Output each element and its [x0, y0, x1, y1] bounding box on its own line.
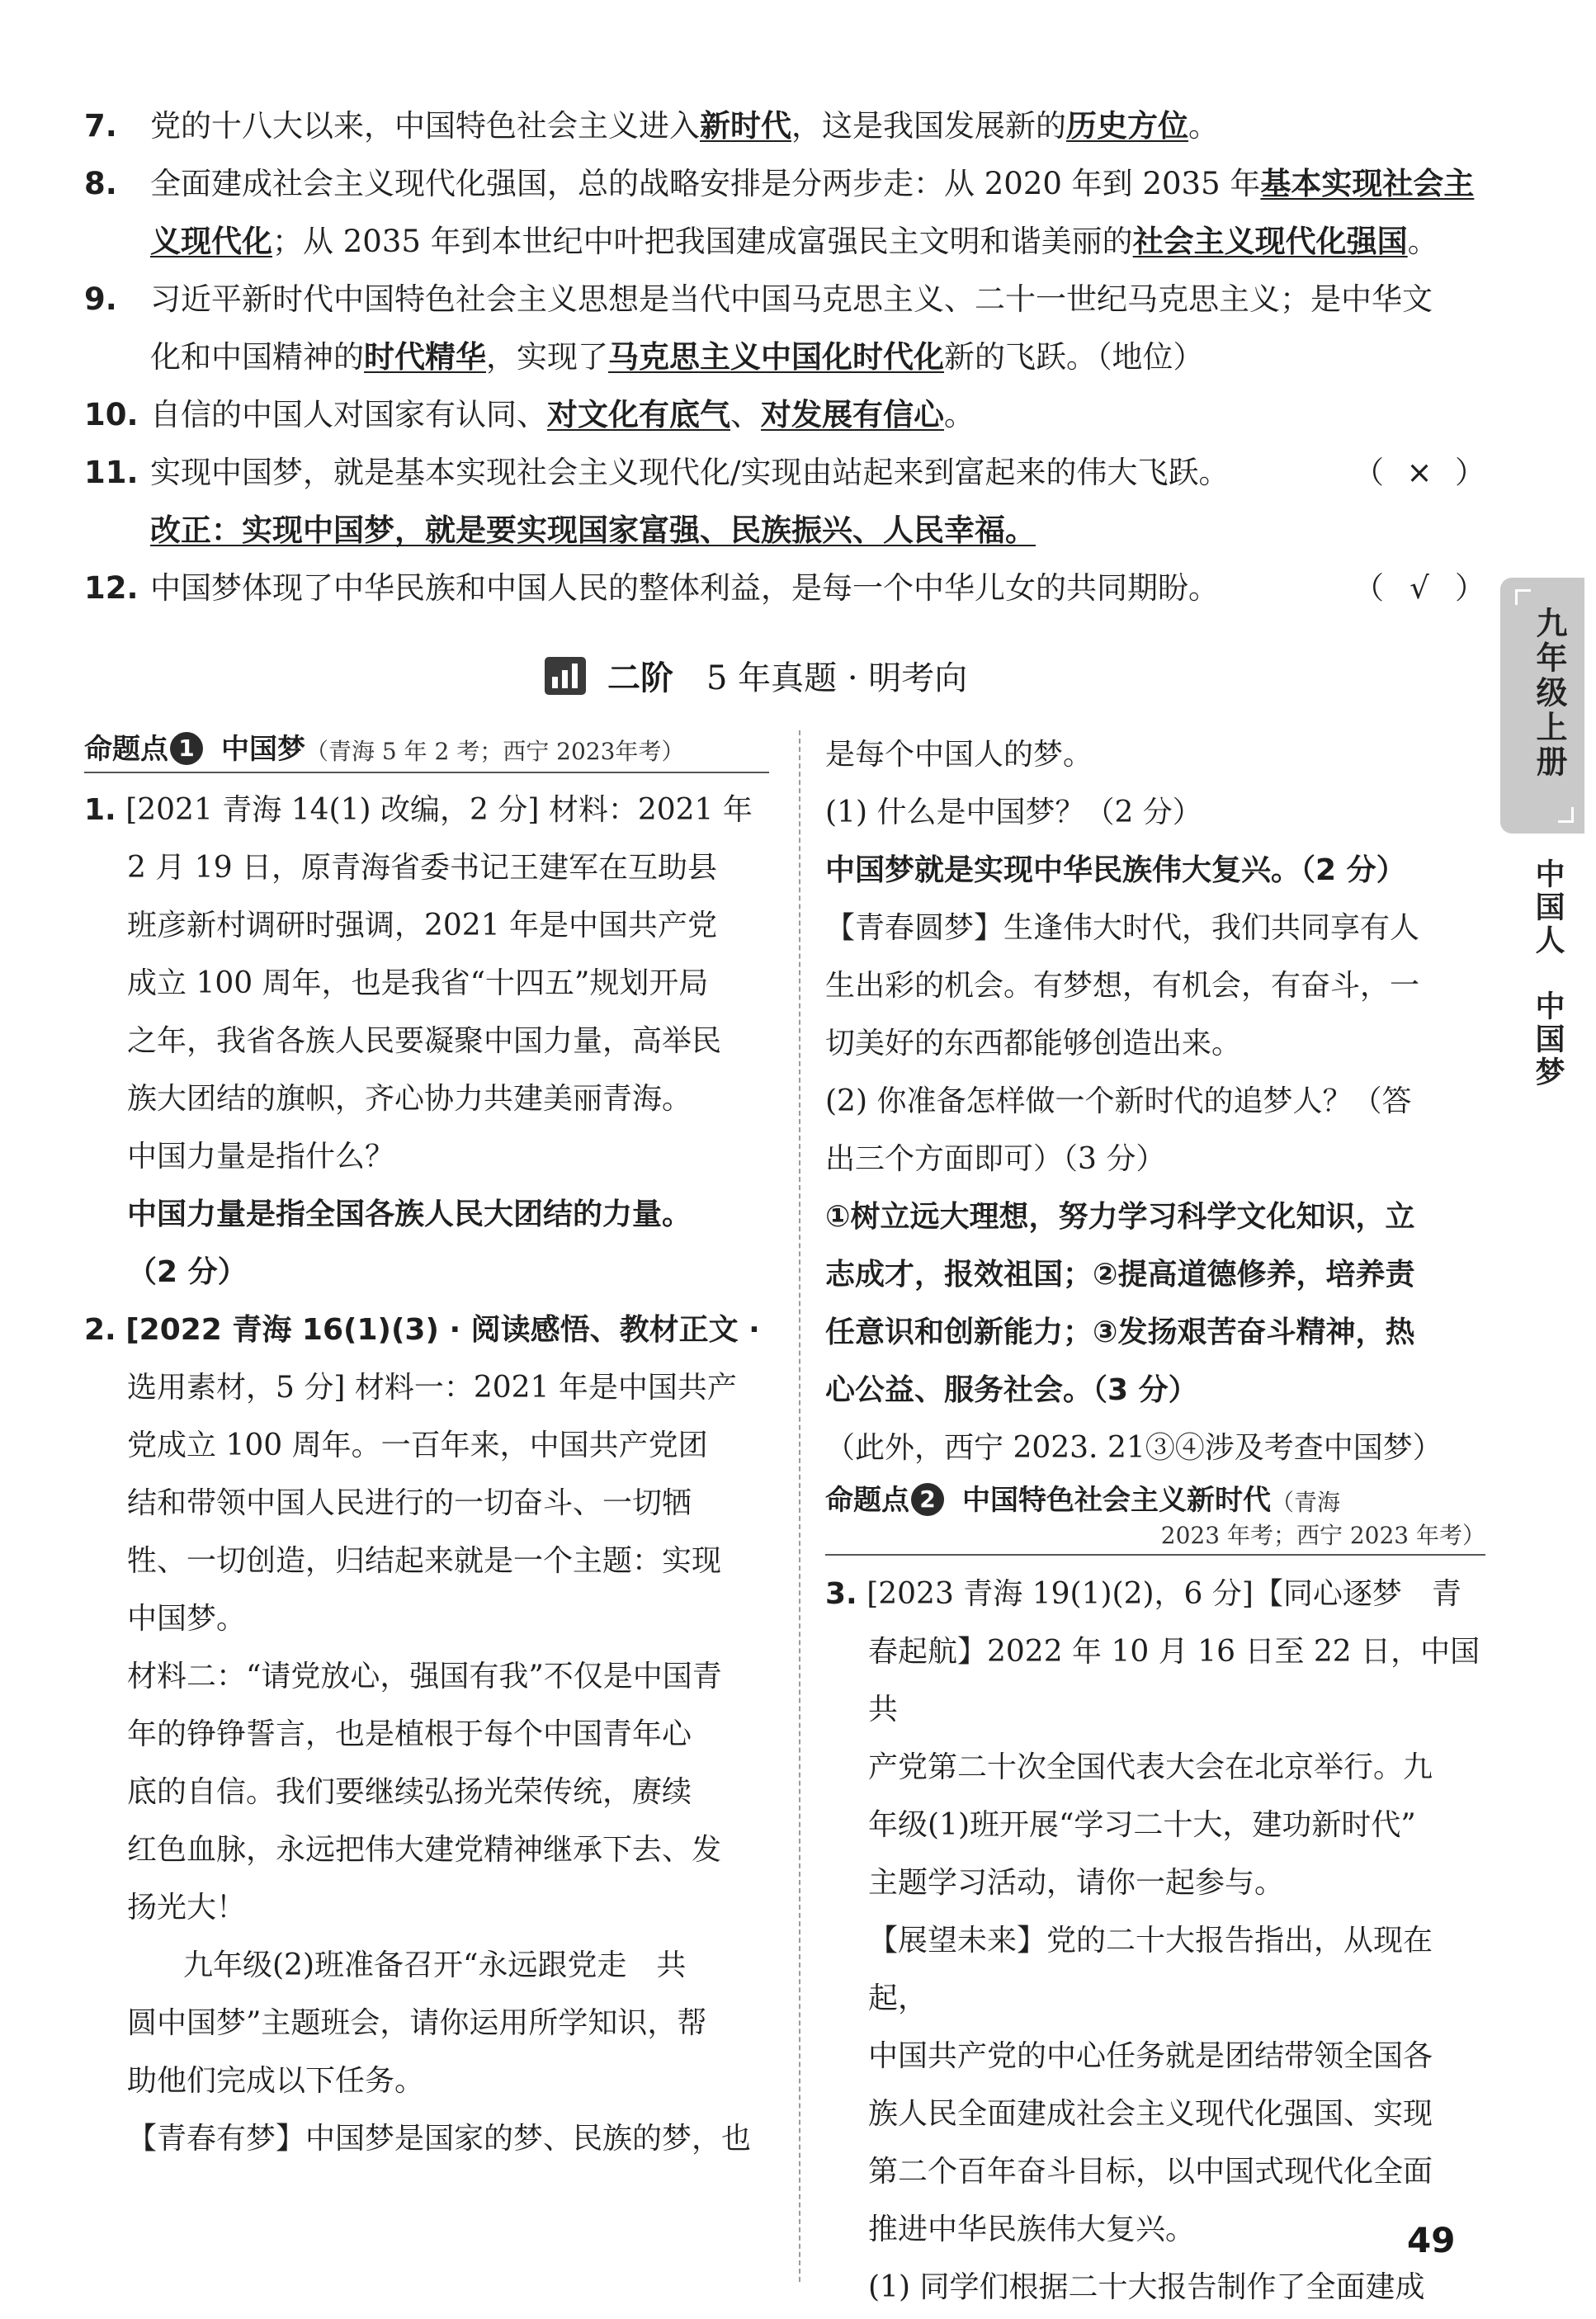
answer-text: 志成才，报效祖国；②提高道德修养，培养责 — [825, 1258, 1415, 1292]
section-title: 二阶 — [607, 659, 673, 697]
item-text: 新的飞跃。（地位） — [944, 339, 1204, 375]
question-text: 扬光大！ — [127, 1891, 247, 1925]
topic-number: 1 — [170, 732, 203, 765]
item-number: 10. — [84, 397, 139, 432]
answer-text: 心公益、服务社会。（3 分） — [825, 1373, 1198, 1407]
topic-title: 中国特色社会主义新时代 — [962, 1484, 1271, 1517]
question-text: 班彦新村调研时强调，2021 年是中国共产党 — [127, 909, 718, 942]
item-number: 7. — [84, 108, 117, 144]
topic-point-1 — [84, 726, 769, 773]
topic-number: 2 — [911, 1483, 944, 1516]
answer-blank: 基本实现社会主 — [1260, 166, 1475, 201]
answer-text: （2 分） — [127, 1255, 248, 1289]
question-1 — [84, 782, 769, 1301]
question-text: (1) 同学们根据二十大报告制作了全面建成 — [868, 2270, 1425, 2304]
section-heading — [545, 652, 967, 699]
section-subtitle: 5 年真题 · 明考向 — [706, 659, 968, 697]
topic-title: 中国梦 — [221, 733, 305, 766]
question-text: 族大团结的旗帜，齐心协力共建美丽青海。 — [127, 1082, 692, 1116]
question-text: 是每个中国人的梦。 — [825, 738, 1093, 772]
list-item-10 — [83, 386, 1485, 444]
answer-text: 中国力量是指全国各族人民大团结的力量。 — [127, 1197, 692, 1231]
question-text: 党成立 100 周年。一百年来，中国共产党团 — [127, 1429, 708, 1462]
judgement-box — [1353, 560, 1485, 617]
question-text: 助他们完成以下任务。 — [127, 2064, 425, 2098]
item-text: ，实现了 — [486, 339, 608, 375]
item-number: 11. — [84, 455, 139, 490]
question-text: 结和带领中国人民进行的一切奋斗、一切牺 — [127, 1486, 692, 1520]
right-column — [825, 726, 1485, 2317]
item-text: 化和中国精神的 — [150, 339, 364, 375]
list-item-11 — [83, 444, 1485, 560]
item-number: 12. — [84, 570, 139, 606]
sub-question: 出三个方面即可）（3 分） — [825, 1142, 1166, 1176]
question-number: 2. — [84, 1313, 116, 1347]
list-item-7 — [83, 97, 1485, 155]
question-text: 底的自信。我们要继续弘扬光荣传统，赓续 — [127, 1775, 692, 1809]
tab-corner — [1558, 807, 1574, 823]
judgement-box — [1353, 444, 1485, 502]
item-text: 党的十八大以来，中国特色社会主义进入 — [150, 108, 700, 144]
paren-open: （ — [1353, 570, 1384, 606]
left-column — [84, 726, 769, 2168]
item-text: ，这是我国发展新的 — [791, 108, 1066, 144]
answer-blank: 马克思主义中国化时代化 — [608, 339, 944, 375]
item-text: 。 — [944, 397, 975, 432]
question-text: 年级(1)班开展“学习二十大，建功新时代” — [868, 1808, 1416, 1842]
question-text: 材料二：“请党放心，强国有我”不仅是中国青 — [127, 1660, 722, 1693]
question-text: 牲、一切创造，归结起来就是一个主题：实现 — [127, 1544, 722, 1578]
question-text: 中国共产党的中心任务就是团结带领全国各 — [868, 2039, 1433, 2073]
question-text: 推进中华民族伟大复兴。 — [868, 2213, 1196, 2246]
correction-text: 改正：实现中国梦，就是要实现国家富强、民族振兴、人民幸福。 — [150, 512, 1036, 548]
tab-corner — [1515, 589, 1531, 605]
knowledge-list — [83, 97, 1485, 617]
question-text: 圆中国梦”主题班会，请你运用所学知识，帮 — [127, 2006, 707, 2040]
question-text: [2022 青海 16(1)(3) · 阅读感悟、教材正文 · — [125, 1313, 760, 1347]
question-number: 3. — [825, 1577, 857, 1611]
sub-question: (1) 什么是中国梦？（2 分） — [825, 796, 1202, 829]
check-mark: √ — [1409, 570, 1429, 606]
answer-blank: 对文化有底气 — [547, 397, 730, 432]
question-text: 选用素材，5 分] 材料一：2021 年是中国共产 — [127, 1371, 737, 1405]
topic-label: 命题点 — [825, 1484, 909, 1517]
question-3 — [825, 1566, 1485, 2317]
question-text: [2021 青海 14(1) 改编，2 分] 材料：2021 年 — [125, 793, 753, 827]
cross-mark: × — [1406, 455, 1433, 490]
item-text: 中国梦体现了中华民族和中国人民的整体利益，是每一个中华儿女的共同期盼。 — [150, 570, 1219, 606]
list-item-9 — [83, 271, 1485, 386]
question-number: 1. — [84, 793, 116, 827]
question-text: 第二个百年奋斗目标，以中国式现代化全面 — [868, 2155, 1433, 2189]
answer-blank: 对发展有信心 — [761, 397, 944, 432]
topic-source: （青海 — [1271, 1489, 1341, 1516]
answer-text: 任意识和创新能力；③发扬艰苦奋斗精神，热 — [825, 1315, 1415, 1349]
topic-source: 2023 年考；西宁 2023 年考） — [825, 1518, 1485, 1556]
question-text: 族人民全面建成社会主义现代化强国、实现 — [868, 2097, 1433, 2131]
question-text: 【青春圆梦】生逢伟大时代，我们共同享有人 — [825, 911, 1420, 945]
list-item-12 — [83, 560, 1485, 617]
sub-question: (2) 你准备怎样做一个新时代的追梦人？（答 — [825, 1084, 1412, 1118]
answer-text: 中国梦就是实现中华民族伟大复兴。（2 分） — [825, 853, 1406, 887]
answer-blank: 历史方位 — [1066, 108, 1188, 144]
question-text: 主题学习活动，请你一起参与。 — [868, 1866, 1285, 1900]
question-text: 成立 100 周年，也是我省“十四五”规划开局 — [127, 966, 709, 1000]
grade-tab-label: 九年级上册 — [1531, 607, 1567, 780]
paren-close: ） — [1454, 570, 1485, 606]
bar-chart-icon — [545, 657, 586, 695]
topic-point-2 — [825, 1477, 1485, 1518]
chapter-label: 中国人 中国梦 — [1531, 858, 1565, 1089]
item-text: 。 — [1188, 108, 1219, 144]
item-text: 自信的中国人对国家有认同、 — [150, 397, 547, 432]
paren-close: ） — [1454, 455, 1485, 490]
question-text: 中国力量是指什么？ — [127, 1140, 395, 1174]
answer-blank: 义现代化 — [150, 224, 272, 259]
question-text: 2 月 19 日，原青海省委书记王建军在互助县 — [127, 851, 718, 885]
item-text: 。 — [1407, 224, 1438, 259]
question-text: 【青春有梦】中国梦是国家的梦、民族的梦，也 — [127, 2122, 752, 2156]
page-number: 49 — [1407, 2220, 1456, 2260]
answer-text: ①树立远大理想，努力学习科学文化知识，立 — [825, 1200, 1415, 1234]
item-number: 9. — [84, 281, 117, 317]
item-text: 全面建成社会主义现代化强国，总的战略安排是分两步走：从 2020 年到 2035 年 — [150, 166, 1261, 201]
question-text: 中国梦。 — [127, 1602, 247, 1636]
paren-open: （ — [1353, 455, 1384, 490]
question-text: 九年级(2)班准备召开“永远跟党走 共 — [183, 1948, 687, 1982]
answer-blank: 社会主义现代化强国 — [1132, 224, 1408, 259]
question-text: 生出彩的机会。有梦想，有机会，有奋斗，一 — [825, 969, 1420, 1003]
answer-blank: 时代精华 — [364, 339, 486, 375]
item-text: 实现中国梦，就是基本实现社会主义现代化/实现由站起来到富起来的伟大飞跃。 — [150, 455, 1230, 490]
item-number: 8. — [84, 166, 117, 201]
question-2 — [84, 1301, 769, 2168]
question-text: 切美好的东西都能够创造出来。 — [825, 1027, 1242, 1060]
question-text: [2023 青海 19(1)(2)，6 分]【同心逐梦 青 — [866, 1577, 1461, 1611]
column-divider — [799, 730, 800, 2282]
question-text: 红色血脉，永远把伟大建党精神继承下去、发 — [127, 1833, 722, 1867]
item-text: 、 — [730, 397, 761, 432]
topic-label: 命题点 — [84, 733, 168, 766]
question-text: 年的铮铮誓言，也是植根于每个中国青年心 — [127, 1717, 692, 1751]
question-text: 春起航】2022 年 10 月 16 日至 22 日，中国共 — [868, 1635, 1480, 1726]
note-text: （此外，西宁 2023. 21③④涉及考查中国梦） — [825, 1431, 1443, 1465]
list-item-8 — [83, 155, 1485, 271]
item-text: 习近平新时代中国特色社会主义思想是当代中国马克思主义、二十一世纪马克思主义；是中华文 — [150, 281, 1433, 317]
topic-source: （青海 5 年 2 考；西宁 2023年考） — [305, 738, 685, 765]
question-text: 之年，我省各族人民要凝聚中国力量，高举民 — [127, 1024, 722, 1058]
item-text: ；从 2035 年到本世纪中叶把我国建成富强民主文明和谐美丽的 — [272, 224, 1133, 259]
question-text: 产党第二十次全国代表大会在北京举行。九 — [868, 1750, 1433, 1784]
question-text: 【展望未来】党的二十大报告指出，从现在起， — [868, 1924, 1433, 2015]
answer-blank: 新时代 — [700, 108, 791, 144]
